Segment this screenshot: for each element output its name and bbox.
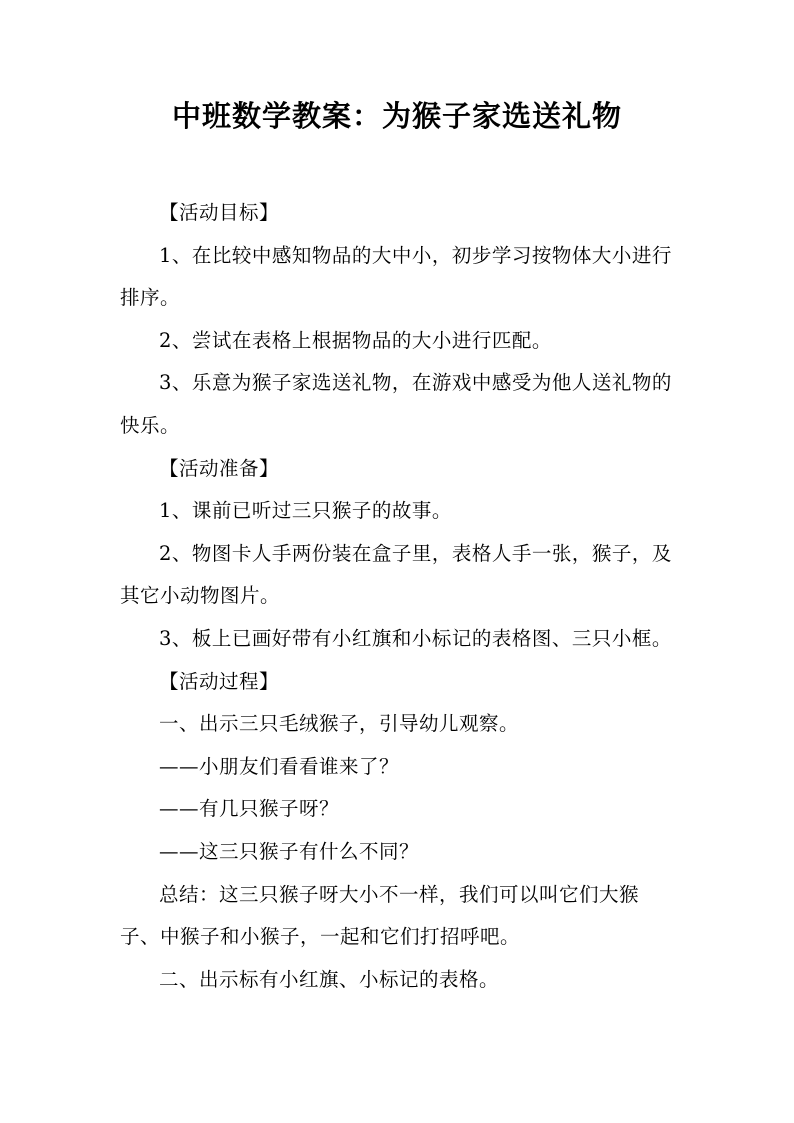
section-heading-process: 【活动过程】 xyxy=(159,669,280,693)
paragraph: 3、乐意为猴子家选送礼物，在游戏中感受为他人送礼物的快乐。 xyxy=(120,371,672,437)
document-body xyxy=(120,192,676,1001)
section-heading-preparation: 【活动准备】 xyxy=(159,456,280,480)
paragraph: 2、尝试在表格上根据物品的大小进行匹配。 xyxy=(159,328,552,352)
paragraph: 1、课前已听过三只猴子的故事。 xyxy=(159,499,452,523)
paragraph: 3、板上已画好带有小红旗和小标记的表格图、三只小框。 xyxy=(159,626,672,650)
paragraph: 二、出示标有小红旗、小标记的表格。 xyxy=(159,967,500,991)
document-title: 中班数学教案：为猴子家选送礼物 xyxy=(171,99,622,133)
dialogue-line: ——这三只猴子有什么不同？ xyxy=(159,839,420,863)
paragraph: 2、物图卡人手两份装在盒子里，表格人手一张，猴子，及其它小动物图片。 xyxy=(120,541,672,608)
paragraph: 总结：这三只猴子呀大小不一样，我们可以叫它们大猴子、中猴子和小猴子，一起和它们打招呼吧。 xyxy=(120,882,640,949)
dialogue-line: ——小朋友们看看谁来了？ xyxy=(159,754,400,778)
paragraph: 1、在比较中感知物品的大中小，初步学习按物体大小进行排序。 xyxy=(120,243,672,310)
paragraph: 一、出示三只毛绒猴子，引导幼儿观察。 xyxy=(159,712,520,736)
section-heading-goals: 【活动目标】 xyxy=(159,201,280,224)
dialogue-line: ——有几只猴子呀？ xyxy=(159,797,340,821)
